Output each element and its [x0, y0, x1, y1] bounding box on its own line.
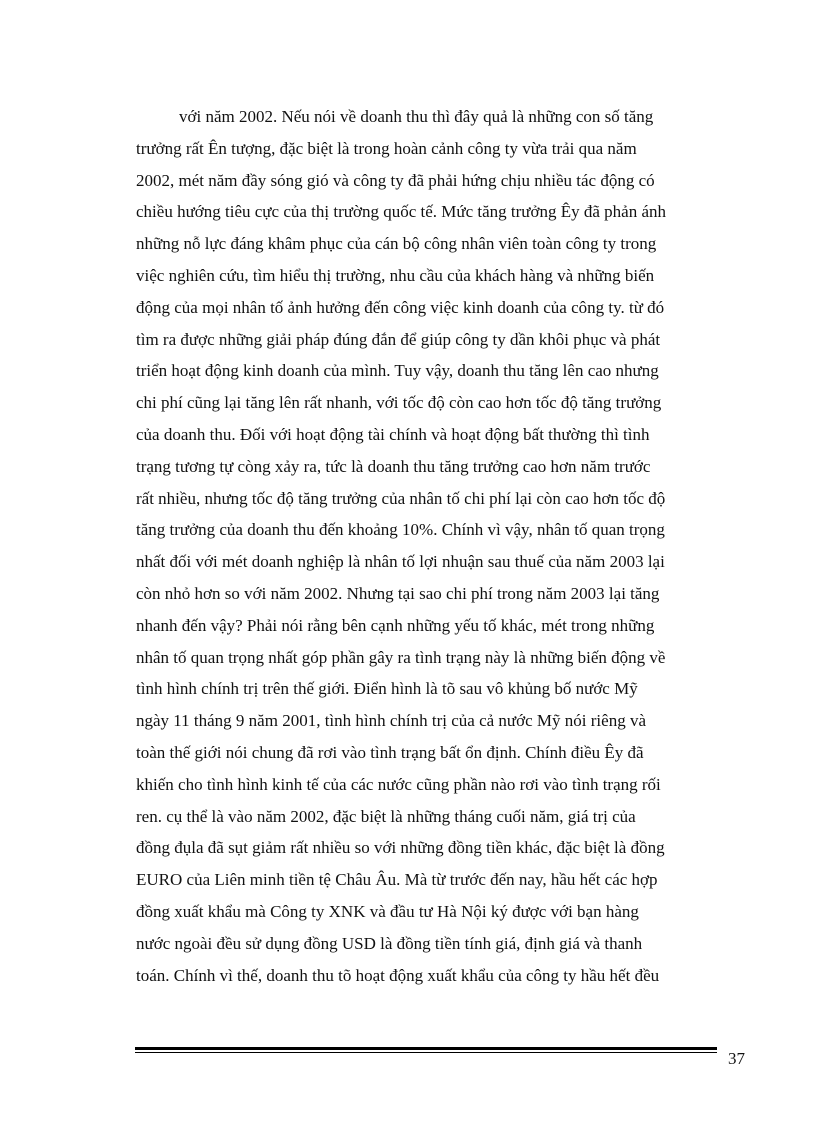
text-line: đồng đụla đã sụt giảm rất nhiều so với những đồng tiền khác, đặc biệt là đồng — [136, 838, 665, 858]
text-line: EURO của Liên minh tiền tệ Châu Âu. Mà từ trước đến nay, hầu hết các hợp — [136, 870, 658, 890]
text-line: toán. Chính vì thế, doanh thu tõ hoạt động xuất khẩu của công ty hầu hết đều — [136, 965, 660, 985]
text-line: nước ngoài đều sử dụng đồng USD là đồng tiền tính giá, định giá và thanh — [136, 933, 643, 953]
text-line: ngày 11 tháng 9 năm 2001, tình hình chính trị của cả nước Mỹ nói riêng và — [136, 711, 646, 731]
page-number: 37 — [728, 1049, 745, 1068]
text-line: toàn thế giới nói chung đã rơi vào tình trạng bất ổn định. Chính điều Êy đã — [136, 742, 644, 762]
text-line: việc nghiên cứu, tìm hiểu thị trường, nhu cầu của khách hàng và những biến — [136, 265, 655, 285]
text-line: động của mọi nhân tố ảnh hưởng đến công việc kinh doanh của công ty. từ đó — [136, 297, 665, 317]
text-line: với năm 2002. Nếu nói về doanh thu thì đây quả là những con số tăng — [179, 107, 654, 126]
text-line: đồng xuất khẩu mà Công ty XNK và đầu tư Hà Nội ký được với bạn hàng — [136, 901, 639, 921]
text-line: ren. cụ thể là vào năm 2002, đặc biệt là những tháng cuối năm, giá trị của — [136, 806, 636, 826]
text-line: 2002, mét năm đầy sóng gió và công ty đã phải hứng chịu nhiều tác động có — [136, 170, 655, 190]
text-line: tình hình chính trị trên thế giới. Điển hình là tõ sau vô khủng bố nước Mỹ — [136, 679, 638, 699]
text-line: nhanh đến vậy? Phải nói rằng bên cạnh những yếu tố khác, mét trong những — [136, 615, 655, 635]
footer-rule-thick — [135, 1047, 717, 1050]
text-line: khiến cho tình hình kinh tế của các nước cũng phần nào rơi vào tình trạng rối — [136, 774, 661, 794]
text-line: triển hoạt động kinh doanh của mình. Tuy vậy, doanh thu tăng lên cao nhưng — [136, 361, 659, 381]
text-line: chi phí cũng lại tăng lên rất nhanh, với tốc độ còn cao hơn tốc độ tăng trưởng — [136, 393, 662, 413]
footer-rule-thin — [135, 1052, 717, 1053]
text-line: rất nhiều, nhưng tốc độ tăng trưởng của nhân tố chi phí lại còn cao hơn tốc độ — [136, 488, 666, 508]
text-line: tìm ra được những giải pháp đúng đắn để giúp công ty dần khôi phục và phát — [136, 329, 661, 349]
text-line: trưởng rất Ên tượng, đặc biệt là trong hoàn cảnh công ty vừa trải qua năm — [136, 138, 637, 158]
text-line: của doanh thu. Đối với hoạt động tài chính và hoạt động bất thường thì tình — [136, 424, 650, 444]
body-paragraph — [136, 101, 740, 991]
text-line: chiều hướng tiêu cực của thị trường quốc tế. Mức tăng trưởng Êy đã phản ánh — [136, 202, 667, 222]
text-line: còn nhỏ hơn so với năm 2002. Nhưng tại sao chi phí trong năm 2003 lại tăng — [136, 583, 660, 603]
text-line: tăng trưởng của doanh thu đến khoảng 10%. Chính vì vậy, nhân tố quan trọng — [136, 520, 665, 540]
text-line: nhân tố quan trọng nhất góp phần gây ra tình trạng này là những biến động về — [136, 647, 666, 667]
text-line: những nỗ lực đáng khâm phục của cán bộ công nhân viên toàn công ty trong — [136, 234, 657, 254]
text-line: nhất đối với mét doanh nghiệp là nhân tố lợi nhuận sau thuế của năm 2003 lại — [136, 552, 665, 572]
text-line: trạng tương tự còng xảy ra, tức là doanh thu tăng trưởng cao hơn năm trước — [136, 456, 651, 476]
